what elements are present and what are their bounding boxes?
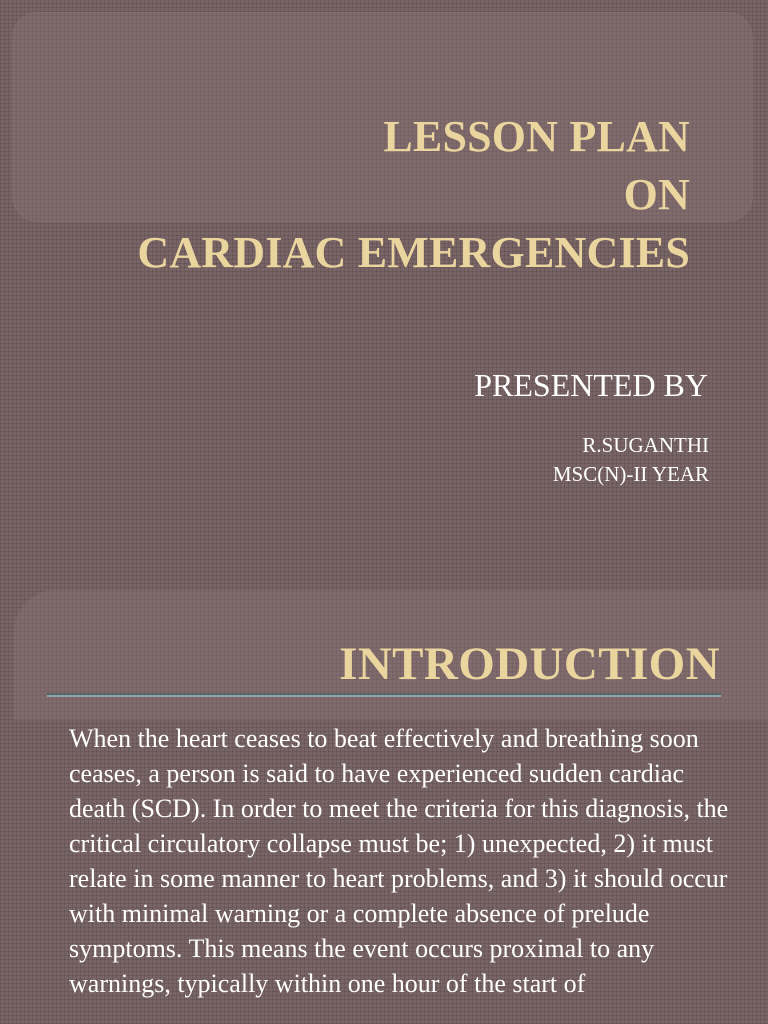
lesson-plan-title bbox=[30, 108, 690, 282]
introduction-slide bbox=[0, 576, 768, 1024]
title-line-3: CARDIAC EMERGENCIES bbox=[137, 228, 690, 277]
presenter-program: MSC(N)-II YEAR bbox=[552, 462, 709, 486]
presenter-info bbox=[553, 431, 709, 489]
heading-divider bbox=[47, 693, 721, 697]
title-line-1: LESSON PLAN bbox=[383, 112, 690, 161]
title-line-2: ON bbox=[623, 170, 690, 219]
introduction-heading: INTRODUCTION bbox=[339, 638, 720, 690]
presenter-name: R.SUGANTHI bbox=[582, 433, 709, 457]
introduction-paragraph: When the heart ceases to beat effectively and breathing soon ceases, a person is said to have experienced sudden cardiac death (SCD). In order to meet the criteria for this diagnosis, the critical circulatory collapse must be; 1) unexpected, 2) it must relate in some manner to heart problems, and 3) it should occur with minimal warning or a complete absence of prelude symptoms. This means the event occurs proximal to any warnings, typically within one hour of the start of bbox=[69, 724, 729, 998]
presented-by-label: PRESENTED BY bbox=[474, 367, 708, 403]
